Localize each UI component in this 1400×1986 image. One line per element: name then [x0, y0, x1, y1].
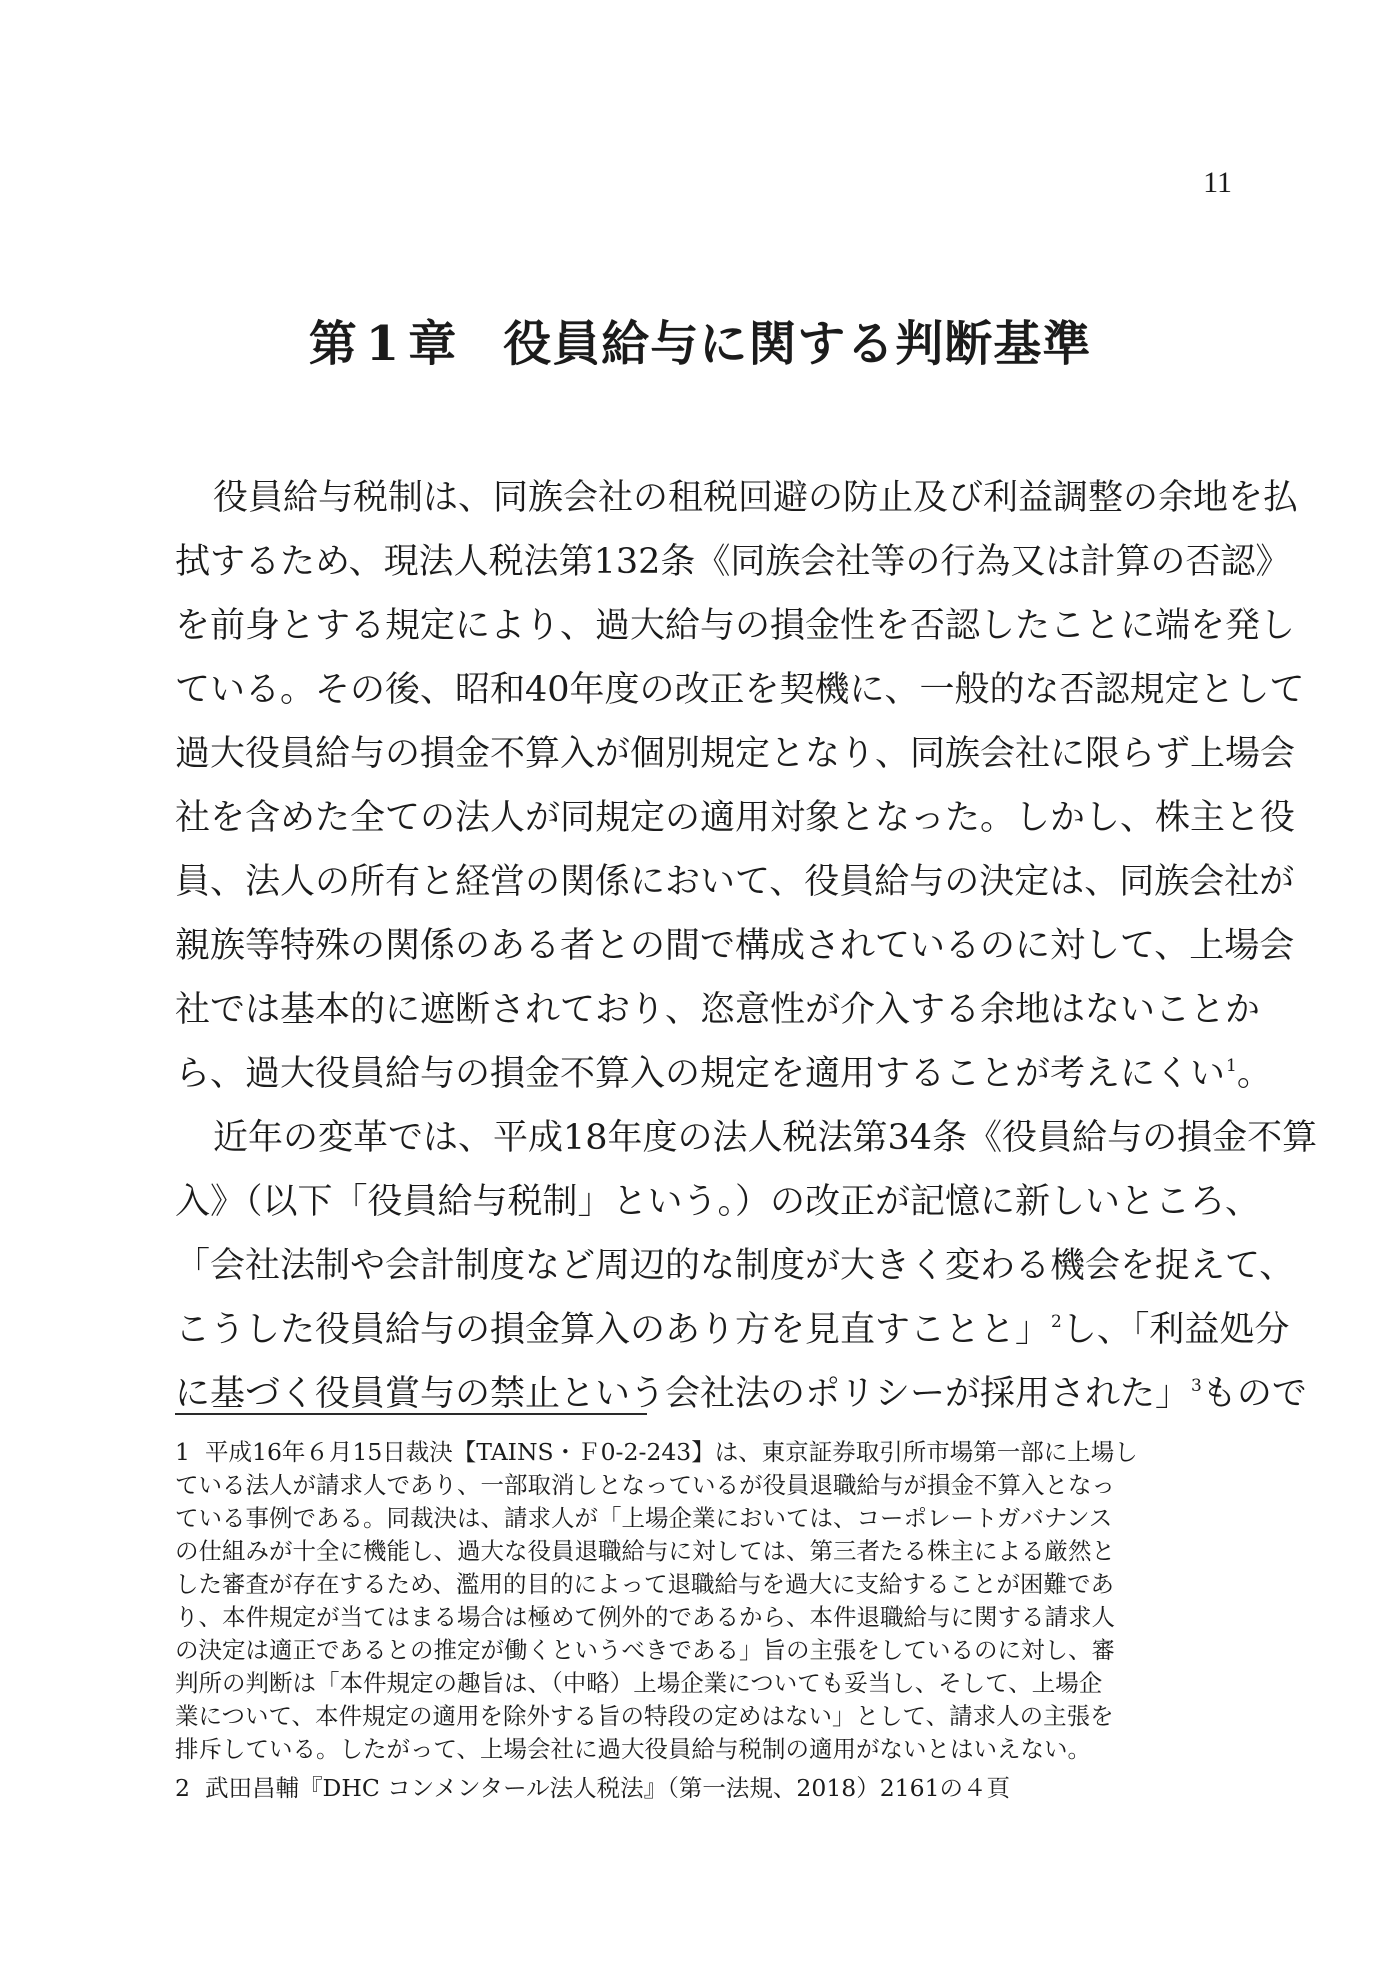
- chapter-heading-text: 役員給与に関する判断基準: [503, 316, 1092, 372]
- footnote-line: [175, 1502, 1235, 1535]
- footnote-text: 武田昌輔『DHC コンメンタール法人税法』（第一法規、2018）2161の４頁: [205, 1774, 1011, 1802]
- footnote-text: 平成16年６月15日裁決【TAINS・Ｆ0-2-243】は、東京証券取引所市場第一部に上場し: [205, 1438, 1138, 1466]
- footnote-text: した審査が存在するため、濫用的目的によって退職給与を過大に支給することが困難であ: [175, 1570, 1115, 1598]
- body-line-text: に基づく役員賞与の禁止という会社法のポリシーが採用された」: [175, 1374, 1191, 1414]
- body-line: [175, 530, 1291, 594]
- body-line-text: ら、過大役員給与の損金不算入の規定を適用することが考えにくい: [175, 1054, 1226, 1094]
- body-line-text: 社では基本的に遮断されており、恣意性が介入する余地はないことか: [175, 990, 1261, 1030]
- page-number: 11: [1203, 166, 1232, 199]
- chapter-suffix: 章: [408, 316, 458, 372]
- body-line-text: 拭するため、現法人税法第132条《同族会社等の行為又は計算の否認》: [175, 542, 1291, 582]
- body-text: [175, 466, 1318, 1426]
- body-line: [175, 786, 1296, 850]
- body-line: [175, 1042, 1272, 1106]
- body-line: [175, 1106, 1318, 1170]
- footnote-text: ている法人が請求人であり、一部取消しとなっているが役員退職給与が損金不算入となっ: [175, 1471, 1115, 1499]
- footnote-line: [175, 1601, 1235, 1634]
- footnote-line: [175, 1568, 1235, 1601]
- footnote-line: [175, 1436, 1235, 1469]
- footnote-line: [175, 1700, 1235, 1733]
- footnote-line: [175, 1772, 1235, 1805]
- footnote-line: [175, 1667, 1235, 1700]
- footnote-text: ている事例である。同裁決は、請求人が「上場企業においては、コーポレートガバナンス: [175, 1504, 1113, 1532]
- footnote-text: り、本件規定が当てはまる場合は極めて例外的であるから、本件退職給与に関する請求人: [175, 1603, 1115, 1631]
- footnote-number: 1: [175, 1438, 190, 1466]
- body-line-text: こうした役員給与の損金算入のあり方を見直すことと」: [175, 1310, 1051, 1350]
- footnote-line: [175, 1469, 1235, 1502]
- body-line-text: 社を含めた全ての法人が同規定の適用対象となった。しかし、株主と役: [175, 798, 1296, 838]
- body-line: [175, 850, 1295, 914]
- body-line-text: 過大役員給与の損金不算入が個別規定となり、同族会社に限らず上場会: [175, 734, 1296, 774]
- footnote-text: 業について、本件規定の適用を除外する旨の特段の定めはない」として、請求人の主張を: [175, 1702, 1114, 1730]
- body-line-text-after: 。: [1236, 1054, 1272, 1094]
- body-line-text: 「会社法制や会計制度など周辺的な制度が大きく変わる機会を捉えて、: [175, 1246, 1295, 1286]
- footnote-text: の決定は適正であるとの推定が働くというべきである」旨の主張をしているのに対し、審: [175, 1636, 1115, 1664]
- footnote-line: [175, 1634, 1235, 1667]
- body-line: [175, 1170, 1261, 1234]
- body-line-text-after: もので: [1201, 1374, 1307, 1414]
- footnote-reference[interactable]: 1: [1226, 1056, 1237, 1076]
- body-line-text: 役員給与税制は、同族会社の租税回避の防止及び利益調整の余地を払: [213, 478, 1299, 518]
- chapter-prefix: 第: [308, 316, 358, 372]
- footnote-text: の仕組みが十全に機能し、過大な役員退職給与に対しては、第三者たる株主による厳然と: [175, 1537, 1115, 1565]
- footnotes: [175, 1436, 1235, 1805]
- body-line-text: 員、法人の所有と経営の関係において、役員給与の決定は、同族会社が: [175, 862, 1295, 902]
- chapter-number: 1: [365, 316, 401, 372]
- body-line-text: 親族等特殊の関係のある者との間で構成されているのに対して、上場会: [175, 926, 1295, 966]
- body-line-text: を前身とする規定により、過大給与の損金性を否認したことに端を発し: [175, 606, 1296, 646]
- body-line: [175, 914, 1295, 978]
- footnote: [175, 1772, 1235, 1805]
- body-line: [175, 594, 1296, 658]
- footnote-line: [175, 1535, 1235, 1568]
- footnote-reference[interactable]: 2: [1051, 1312, 1062, 1332]
- body-line: [175, 658, 1305, 722]
- body-line: [175, 978, 1261, 1042]
- chapter-title: [0, 316, 1400, 374]
- body-line-text: 入》（以下「役員給与税制」という。）の改正が記憶に新しいところ、: [175, 1182, 1261, 1222]
- footnote-number: 2: [175, 1774, 190, 1802]
- body-line: [175, 722, 1296, 786]
- footnote: [175, 1436, 1235, 1766]
- footnote-line: [175, 1733, 1235, 1766]
- body-line-text: ている。その後、昭和40年度の改正を契機に、一般的な否認規定として: [175, 670, 1305, 710]
- body-line: [175, 1362, 1307, 1426]
- body-line-text: 近年の変革では、平成18年度の法人税法第34条《役員給与の損金不算: [213, 1118, 1318, 1158]
- body-line-text-after: し、「利益処分: [1061, 1310, 1290, 1350]
- footnote-text: 排斥している。したがって、上場会社に過大役員給与税制の適用がないとはいえない。: [175, 1735, 1092, 1763]
- footnote-text: 判所の判断は「本件規定の趣旨は、（中略）上場企業についても妥当し、そして、上場企: [175, 1669, 1103, 1697]
- body-line: [175, 1298, 1290, 1362]
- footnote-separator: [175, 1413, 647, 1415]
- footnote-reference[interactable]: 3: [1191, 1376, 1202, 1396]
- body-line: [175, 1234, 1295, 1298]
- body-line: [175, 466, 1299, 530]
